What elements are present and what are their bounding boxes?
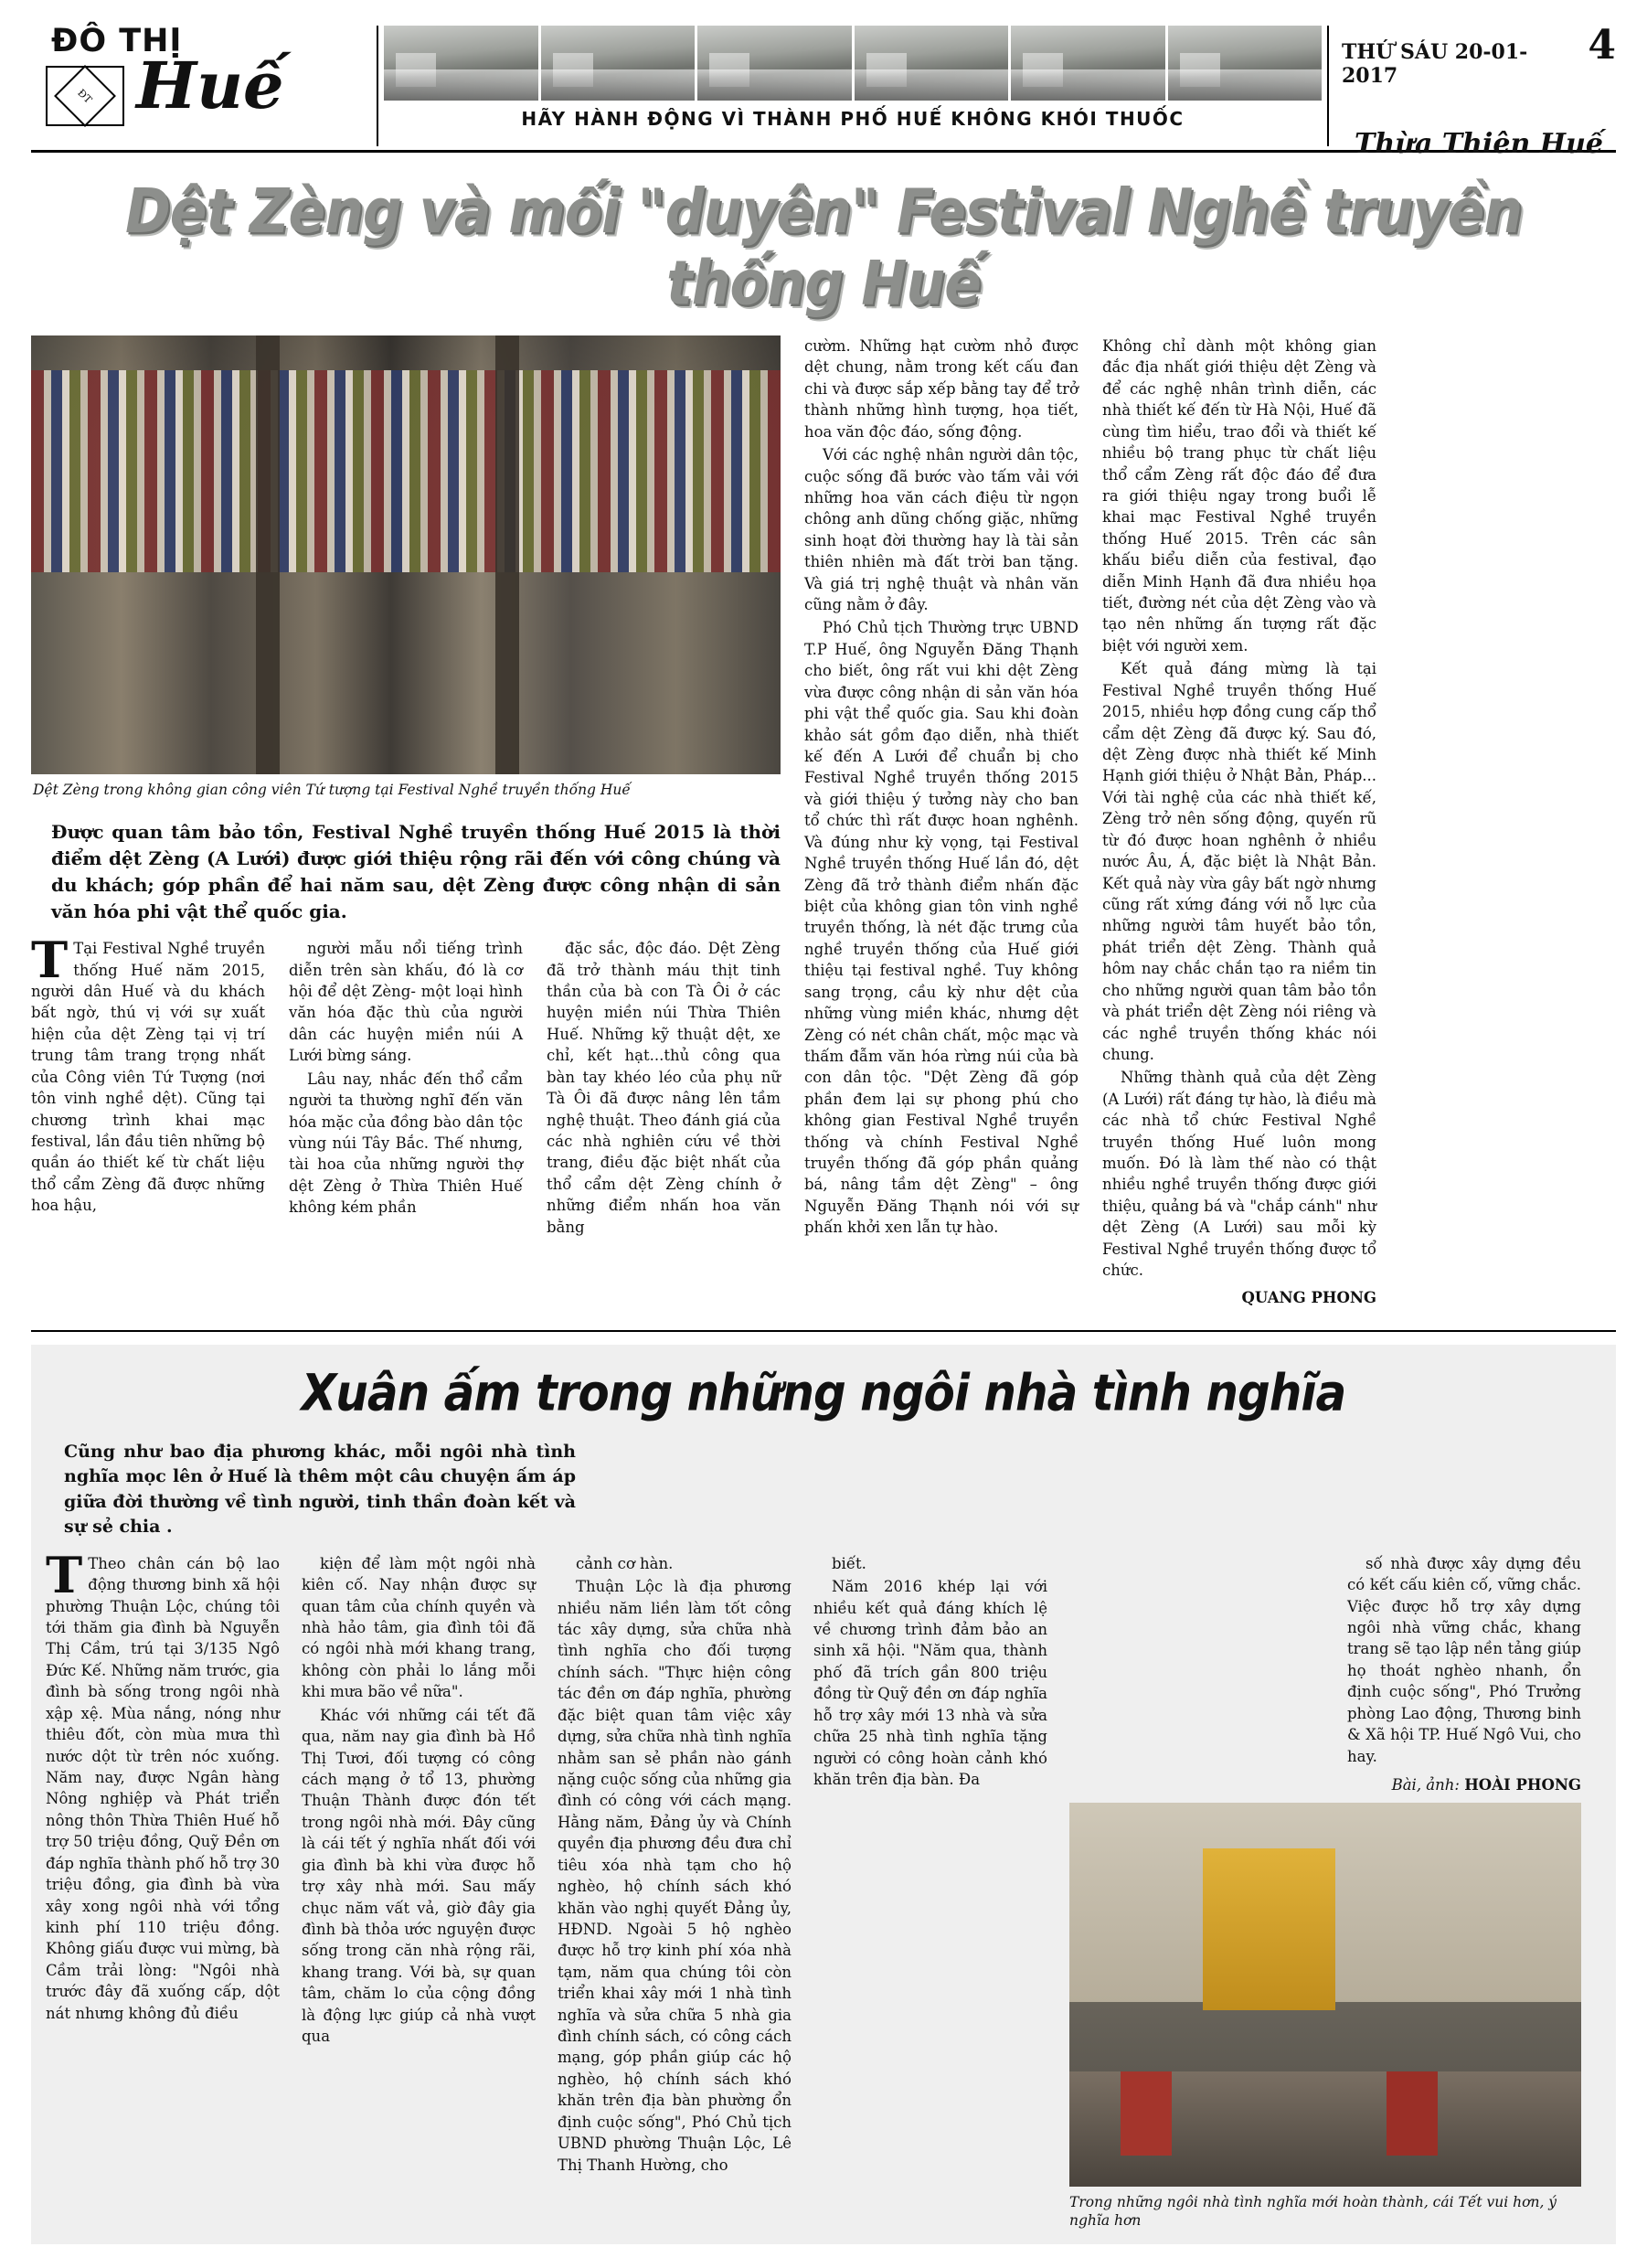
article1-lede: Được quan tâm bảo tồn, Festival Nghề truyền thống Huế 2015 là thời điểm dệt Zèng (A Lưới) được giới thiệu rộng rãi đến với công chúng và du khách; góp phần để hai năm sau, dệt Zèng được công nhận di sản văn hóa phi vật thể quốc gia. (51, 821, 781, 923)
byline-author: HOÀI PHONG (1464, 1775, 1581, 1794)
dropcap: T (46, 1545, 83, 1604)
paragraph: Kết quả đáng mừng là tại Festival Nghề truyền thống Huế 2015, nhiều hợp đồng cung cấp thổ cẩm dệt Zèng đã được ký. Sau đó, dệt Zèng được nhà thiết kế Minh Hạnh giới thiệu ở Nhật Bản, Pháp... Với tài nghệ của các nhà thiết kế, Zèng trở nên sống động, quyến rũ từ đó được hoan nghênh ở nhiều nước Âu, Á, đặc biệt là Nhật Bản. Kết quả này vừa gây bất ngờ nhưng cũng rất xứng đáng với nỗ lực của những người tâm huyết bảo tồn, phát triển dệt Zèng. Thành quả hôm nay chắc chắn tạo ra niềm tin cho những người quan tâm bảo tồn và phát triển dệt Zèng nói riêng và các nghề truyền thống khác nói chung. (1102, 660, 1376, 1063)
masthead-banner (378, 26, 1327, 146)
province-name: Thừa Thiên Huế (1355, 128, 1603, 160)
paragraph: kiện để làm một ngôi nhà kiên cố. Nay nhận được sự quan tâm của chính quyền và nhà hảo tâm, gia đình tôi đã có ngôi nhà mới khang trang, không còn phải lo lắng mỗi khi mưa bão về nữa". (302, 1554, 536, 1701)
paragraph: đặc sắc, độc đáo. Dệt Zèng đã trở thành máu thịt tinh thần của bà con Tà Ôi ở các huyện miền núi Thừa Thiên Huế. Những kỹ thuật dệt, xe chỉ, kết hạt...thủ công qua bàn tay khéo léo của phụ nữ Tà Ôi đã được nâng lên tầm nghệ thuật. Theo đánh giá của các nhà nghiên cứu về thời trang, điều đặc biệt nhất của thổ cẩm dệt Zèng chính ở những điểm nhấn hoa văn bằng (547, 940, 781, 1236)
photo-chair (1387, 2071, 1438, 2156)
masthead-kicker: ĐÔ THỊ (51, 23, 183, 59)
banner-photo (855, 26, 1009, 101)
newspaper-logo-icon (46, 66, 124, 126)
article2-col-3 (558, 1553, 792, 2231)
paragraph: người mẫu nổi tiếng trình diễn trên sàn khấu, đó là cơ hội để dệt Zèng- một loại hình văn hóa đặc thù của người dân các huyện miền núi A Lưới bừng sáng. (289, 940, 523, 1065)
photo-textiles (31, 370, 781, 572)
article2-photo (1069, 1803, 1581, 2187)
article2-headline: Xuân ấm trong những ngôi nhà tình nghĩa (301, 1363, 1346, 1422)
article1-photo-caption: Dệt Zèng trong không gian công viên Tứ tượng tại Festival Nghề truyền thống Huế (33, 782, 631, 798)
paragraph: Khác với những cái tết đã qua, năm nay gia đình bà Hồ Thị Tươi, đối tượng có công cách mạng ở tổ 13, phường Thuận Thành được đón tết trong ngôi nhà mới. Đây cũng là cái tết ý nghĩa nhất đối với gia đình bà khi vừa được hỗ trợ xây nhà mới. Sau mấy chục năm vất vả, giờ đây gia đình bà thỏa ước nguyện được sống trong căn nhà rộng rãi, khang trang. Với bà, sự quan tâm, chăm lo của cộng đồng là động lực giúp cả nhà vượt qua (302, 1706, 536, 2046)
paragraph: Phó Chủ tịch Thường trực UBND T.P Huế, ông Nguyễn Đăng Thạnh cho biết, ông rất vui khi dệt Zèng vừa được công nhận di sản văn hóa phi vật thể quốc gia. Sau khi đoàn khảo sát gồm đạo diễn, nhà thiết kế đến A Lưới để chuẩn bị cho Festival Nghề truyền thống 2015 và giới thiệu ý tưởng này cho ban tổ chức thì rất được hoan nghênh. Và đúng như kỳ vọng, tại Festival Nghề truyền thống Huế lần đó, dệt Zèng đã trở thành điểm nhấn đặc biệt của không gian tôn vinh nghề truyền thống, là nét đặc trưng của nghề truyền thống của Huế giới thiệu tại festival nghề. Tuy không sang trọng, cầu kỳ như dệt của những vùng miền khác, nhưng dệt Zèng có nét chân chất, mộc mạc và thấm đẫm văn hóa rừng núi của bà con dân tộc. "Dệt Zèng đã góp phần đem lại sự phong phú cho không gian Festival Nghề truyền thống và chính Festival Nghề truyền thống đã góp phần quảng bá, nâng tầm dệt Zèng" – ông Nguyễn Đăng Thạnh nói với sự phấn khởi xen lẫn tự hào. (804, 619, 1079, 1237)
paragraph: Với các nghệ nhân người dân tộc, cuộc sống đã bước vào tấm vải với những hoa văn cách điệu từ ngọn chông anh dũng chống giặc, những sinh hoạt đời thường hay là tài sản thiên nhiên mà đất trời ban tặng. Và giá trị nghệ thuật và nhân văn cũng nằm ở đây. (804, 446, 1079, 614)
photo-altar (1203, 1848, 1336, 2009)
masthead-title: Huế (136, 48, 284, 123)
article2-lede-spacer (600, 1440, 1111, 1540)
article2-columns (46, 1545, 1601, 2231)
paragraph: Không chỉ dành một không gian đắc địa nhất giới thiệu dệt Zèng và để các nghệ nhân trình diễn, các nhà thiết kế đến từ Hà Nội, Huế đã cùng tìm hiểu, trao đổi và thiết kế nhiều bộ trang phục từ chất liệu thổ cẩm Zèng rất độc đáo để đưa ra giới thiệu ngay trong buổi lễ khai mạc Festival Nghề truyền thống Huế 2015. Trên các sân khấu biểu diễn của festival, đạo diễn Minh Hạnh đã đưa nhiều họa tiết, đường nét của dệt Zèng vào và tạo nên những ấn tượng rất đặc biệt với người xem. (1102, 337, 1376, 655)
dropcap: T (31, 931, 69, 990)
article2-photo-caption: Trong những ngôi nhà tình nghĩa mới hoàn thành, cái Tết vui hơn, ý nghĩa hơn (1069, 2193, 1557, 2230)
paragraph: Những thành quả của dệt Zèng (A Lưới) rất đáng tự hào, là điều mà các nhà tổ chức Festival Nghề truyền thống Huế luôn mong muốn. Đó là làm thế nào có thật nhiều nghề truyền thống được giới thiệu, quảng bá và "chắp cánh" như dệt Zèng (A Lưới) sau mỗi kỳ Festival Nghề truyền thống được tổ chức. (1102, 1069, 1376, 1280)
masthead-photo-strip (384, 26, 1322, 101)
paragraph: số nhà được xây dựng đều có kết cấu kiên cố, vững chắc. Việc được hỗ trợ xây dựng ngôi nhà vững chắc, khang trang sẽ tạo lập nền tảng giúp họ thoát nghèo nhanh, ổn định cuộc sống", Phó Trưởng phòng Lao động, Thương binh & Xã hội TP. Huế Ngô Vui, cho hay. (1347, 1554, 1581, 1765)
article2 (31, 1345, 1616, 2245)
banner-photo (1168, 26, 1323, 101)
masthead (31, 22, 1616, 160)
issue-date: THỨ SÁU 20-01-2017 (1342, 40, 1528, 88)
article1-col-3 (547, 938, 781, 1240)
article1-columns (31, 931, 781, 1240)
article1-col-5 (1102, 335, 1376, 1306)
banner-photo (541, 26, 696, 101)
paragraph: T Theo chân cán bộ lao động thương binh xã hội phường Thuận Lộc, chúng tôi tới thăm gia đình bà Nguyễn Thị Cầm, trú tại 3/135 Ngô Đức Kế. Những năm trước, gia đình bà sống trong ngôi nhà xập xệ. Mùa nắng, nóng như thiêu đốt, còn mùa mưa thì nước dột từ trên nóc xuống. Năm nay, được Ngân hàng Nông nghiệp và Phát triển nông thôn Thừa Thiên Huế hỗ trợ 50 triệu đồng, Quỹ Đền ơn đáp nghĩa thành phố hỗ trợ 30 triệu đồng, gia đình bà vừa xây xong ngôi nhà với tổng kinh phí 110 triệu đồng. Không giấu được vui mừng, bà Cầm trải lòng: "Ngôi nhà trước đây đã xuống cấp, dột nát nhưng không đủ điều (46, 1545, 280, 2022)
section-divider (31, 1330, 1616, 1332)
photo-chair (1121, 2071, 1172, 2156)
article2-col-2 (302, 1553, 536, 2231)
date-and-page (1342, 22, 1616, 88)
banner-photo (384, 26, 538, 101)
page-number: 4 (1588, 22, 1616, 69)
article1-col-2 (289, 938, 523, 1240)
article2-right-block (1069, 1553, 1581, 2231)
article1-col-4 (804, 335, 1079, 1306)
article1 (31, 335, 1616, 1306)
masthead-branding (31, 23, 378, 146)
paragraph: Năm 2016 khép lại với nhiều kết quả đáng khích lệ về chương trình đảm bảo an sinh xã hội. "Năm qua, thành phố đã trích gần 800 triệu đồng từ Quỹ đền ơn đáp nghĩa hỗ trợ xây mới 13 nhà và sửa chữa 25 nhà tình nghĩa tặng người có công hoàn cảnh khó khăn trên địa bàn. Đa (813, 1578, 1047, 1788)
paragraph: cườm. Những hạt cườm nhỏ được dệt chung, nằm trong kết cấu đan chi và được sắp xếp bằng tay để trở thành những hình tượng, họa tiết, hoa văn độc đáo, sống động. (804, 337, 1079, 441)
photo-floor (31, 625, 781, 774)
paragraph: Lâu nay, nhắc đến thổ cẩm người ta thường nghĩ đến văn hóa mặc của đồng bào dân tộc vùng núi Tây Bắc. Thế nhưng, tài hoa của những người thợ dệt Zèng ở Thừa Thiên Huế không kém phần (289, 1070, 523, 1217)
article2-lede: Cũng như bao địa phương khác, mỗi ngôi nhà tình nghĩa mọc lên ở Huế là thêm một câu chuyện ấm áp giữa đời thường về tình người, tinh thần đoàn kết và sự sẻ chia . (64, 1441, 576, 1538)
banner-photo (697, 26, 852, 101)
article1-byline: QUANG PHONG (1241, 1288, 1376, 1306)
masthead-slogan: HÃY HÀNH ĐỘNG VÌ THÀNH PHỐ HUẾ KHÔNG KHÓI THUỐC (521, 108, 1185, 130)
logo-diamond-icon: ĐT (54, 65, 116, 127)
article1-headline: Dệt Zèng và mối "duyên" Festival Nghề truyền thống Huế (124, 176, 1523, 320)
article1-left-block (31, 335, 781, 1306)
paragraph: Thuận Lộc là địa phương nhiều năm liền làm tốt công tác xây dựng, sửa chữa nhà tình nghĩa cho đối tượng chính sách. "Thực hiện công tác đền ơn đáp nghĩa, phường đặc biệt quan tâm việc xây dựng, sửa chữa nhà tình nghĩa nhằm san sẻ phần nào gánh nặng cuộc sống của những gia đình có công với cách mạng. Hằng năm, Đảng ủy và Chính quyền địa phương đều đưa chỉ tiêu xóa nhà tạm cho hộ nghèo, hộ chính sách khó khăn vào nghị quyết Đảng ủy, HĐND. Ngoài 5 hộ nghèo được hỗ trợ kinh phí xóa nhà tạm, năm qua chúng tôi còn triển khai xây mới 1 nhà tình nghĩa và sửa chữa 5 nhà gia đình chính sách, có công cách mạng, góp phần giúp các hộ nghèo, hộ chính sách khó khăn trên địa bàn phường ổn định cuộc sống", Phó Chủ tịch UBND phường Thuận Lộc, Lê Thị Thanh Hường, cho (558, 1578, 792, 2174)
paragraph: cảnh cơ hàn. (576, 1554, 674, 1572)
article2-byline (1347, 1776, 1581, 1794)
article1-photo (31, 335, 781, 774)
article1-col-1 (31, 931, 265, 1240)
article2-lede-row (46, 1440, 1601, 1540)
article2-col-1 (46, 1545, 280, 2231)
paragraph: biết. (832, 1554, 866, 1572)
masthead-meta (1327, 22, 1616, 160)
byline-prefix: Bài, ảnh: (1391, 1775, 1460, 1794)
banner-photo (1011, 26, 1165, 101)
article2-col-4 (813, 1553, 1047, 2231)
paragraph: T Tại Festival Nghề truyền thống Huế năm 2015, người dân Huế và du khách bất ngờ, thú vị với sự xuất hiện của dệt Zèng tại vị trí trung tâm trang trọng nhất của Công viên Tứ Tượng (nơi tôn vinh nghề dệt). Cũng tại chương trình khai mạc festival, lần đầu tiên những bộ quần áo thiết kế từ chất liệu thổ cẩm Zèng đã được những hoa hậu, (31, 931, 265, 1215)
